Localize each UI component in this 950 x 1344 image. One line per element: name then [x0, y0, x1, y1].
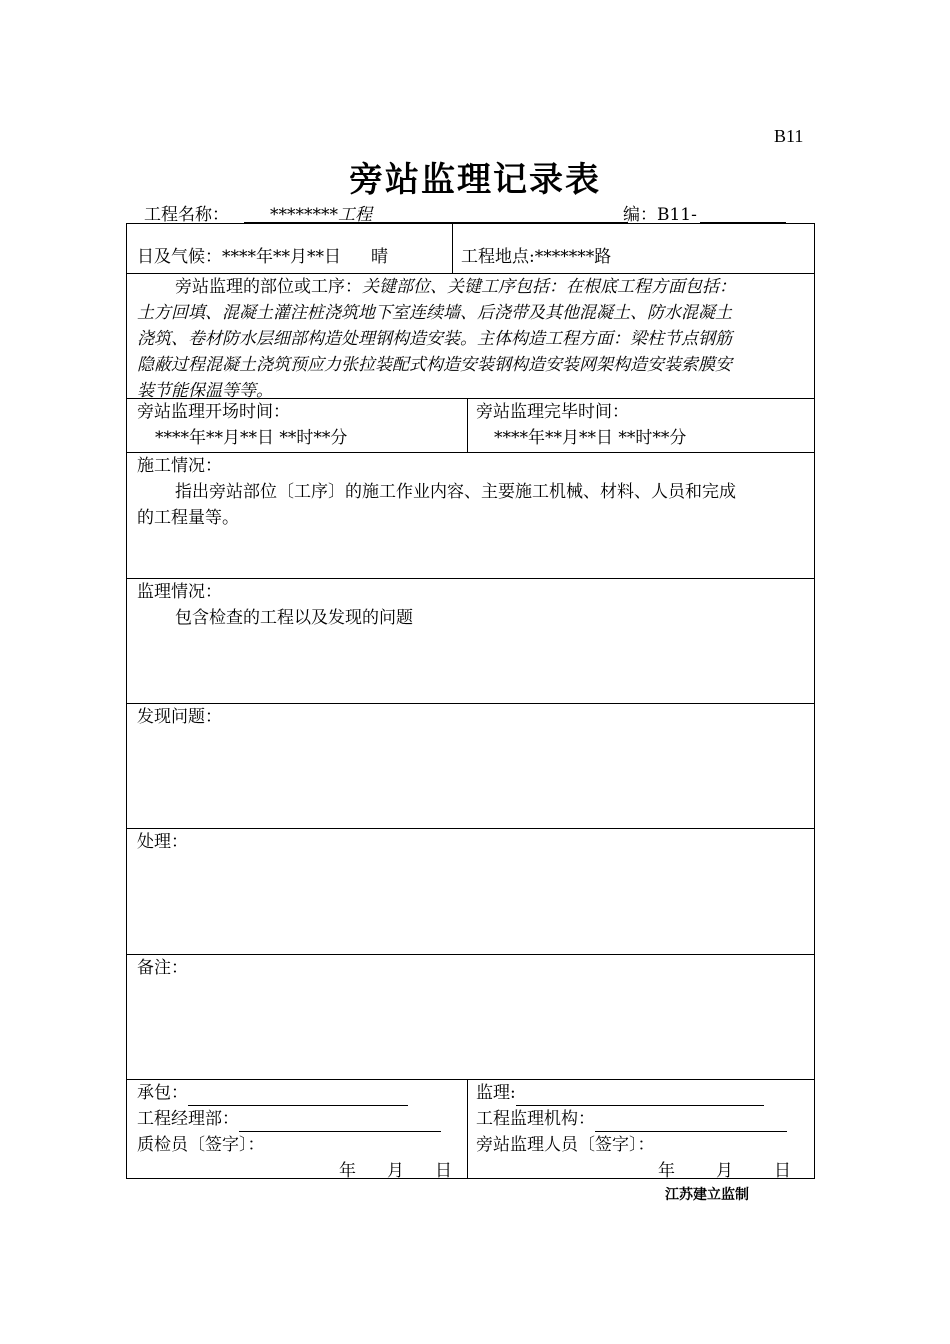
- end-time-label: 旁站监理完毕时间：: [476, 402, 629, 422]
- column-divider: [452, 224, 453, 273]
- supervision-label: 监理情况：: [137, 582, 222, 602]
- row-divider: [127, 703, 814, 704]
- record-table: [126, 223, 815, 1179]
- scope-label: 旁站监理的部位或工序：: [175, 277, 362, 297]
- remarks-label: 备注：: [137, 958, 188, 978]
- supervisor-org-label: 工程监理机构：: [476, 1109, 595, 1129]
- page-title: 旁站监理记录表: [349, 160, 601, 200]
- column-divider: [467, 1079, 468, 1178]
- project-info-row: [140, 200, 790, 224]
- end-time-cell: [476, 399, 686, 451]
- date-month-label: 月: [387, 1161, 404, 1181]
- construction-label: 施工情况：: [137, 456, 222, 476]
- location-value: *******路: [534, 247, 612, 267]
- form-code: B11: [774, 126, 804, 146]
- project-number-underline: [700, 200, 786, 223]
- row-divider: [127, 828, 814, 829]
- problems-label: 发现问题：: [137, 707, 222, 727]
- scope-cell: [137, 274, 809, 404]
- date-year-label: 年: [339, 1161, 356, 1181]
- date-value: ****年**月**日: [222, 247, 341, 267]
- date-weather-cell: [137, 244, 388, 270]
- date-year-label: 年: [658, 1161, 675, 1181]
- start-time-cell: [137, 399, 347, 451]
- date-day-label: 日: [774, 1161, 791, 1181]
- start-time-value: ****年**月**日 **时**分: [155, 428, 348, 448]
- scope-line: 隐蔽过程混凝土浇筑预应力张拉装配式构造安装钢构造安装网架构造安装索膜安: [137, 355, 732, 375]
- end-time-value: ****年**月**日 **时**分: [494, 428, 687, 448]
- construction-line: 的工程量等。: [137, 508, 239, 528]
- location-cell: [461, 244, 611, 270]
- date-right: [476, 1158, 806, 1184]
- project-number-label: 编：B11-: [623, 205, 697, 225]
- date-day-label: 日: [435, 1161, 452, 1181]
- scope-line: 浇筑、卷材防水层细部构造处理钢构造安装。主体构造工程方面：梁柱节点钢筋: [137, 329, 732, 349]
- supervision-text: 包含检查的工程以及发现的问题: [175, 608, 413, 628]
- scope-line: 装节能保温等等。: [137, 381, 273, 401]
- contractor-signature-line[interactable]: [188, 1087, 408, 1106]
- project-name-label: 工程名称：: [144, 205, 229, 225]
- scope-text-first: 关键部位、关键工序包括：在根底工程方面包括：: [362, 277, 736, 297]
- supervisor-label: 监理:: [476, 1083, 516, 1103]
- location-label: 工程地点:: [461, 247, 535, 267]
- supervisor-signature-line[interactable]: [516, 1087, 764, 1106]
- scope-line: 土方回填、混凝土灌注桩浇筑地下室连续墙、后浇带及其他混凝土、防水混凝土: [137, 303, 732, 323]
- onsite-supervisor-label: 旁站监理人员〔签字〕：: [476, 1135, 655, 1155]
- handling-label: 处理：: [137, 832, 188, 852]
- project-name-value: ********工程: [270, 205, 372, 225]
- date-month-label: 月: [716, 1161, 733, 1181]
- inspector-label: 质检员〔签字〕：: [137, 1135, 265, 1155]
- date-left: [137, 1158, 457, 1184]
- row-divider: [127, 954, 814, 955]
- supervisor-signature-block: [476, 1080, 806, 1184]
- construction-line: 指出旁站部位〔工序〕的施工作业内容、主要施工机械、材料、人员和完成: [175, 482, 736, 502]
- weather-value: 晴: [371, 247, 388, 267]
- start-time-label: 旁站监理开场时间：: [137, 402, 290, 422]
- publisher-footer: 江苏建立监制: [665, 1187, 749, 1203]
- contractor-label: 承包：: [137, 1083, 188, 1103]
- column-divider: [467, 398, 468, 452]
- contractor-signature-block: [137, 1080, 457, 1184]
- construction-cell: [137, 453, 809, 531]
- contractor-dept-signature-line[interactable]: [239, 1113, 441, 1132]
- contractor-dept-label: 工程经理部：: [137, 1109, 239, 1129]
- supervisor-org-signature-line[interactable]: [595, 1113, 787, 1132]
- date-weather-label: 日及气候：: [137, 247, 222, 267]
- supervision-cell: [137, 579, 809, 631]
